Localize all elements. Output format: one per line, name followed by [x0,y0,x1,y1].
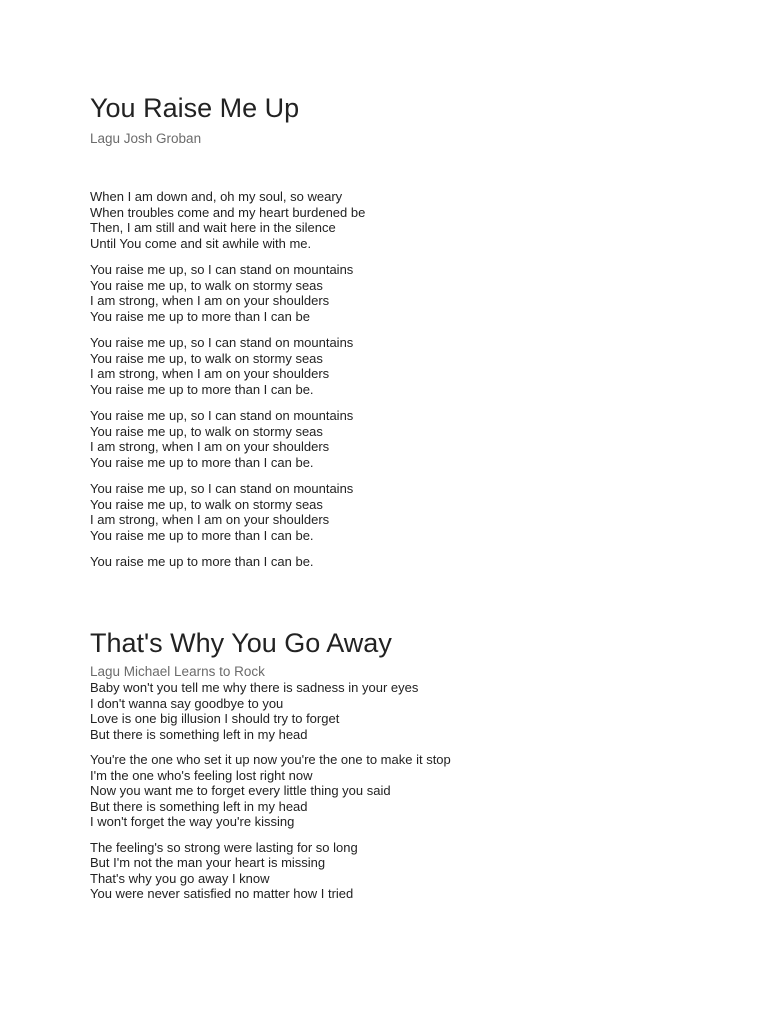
lyric-line: You raise me up to more than I can be. [90,554,314,569]
lyric-line: Baby won't you tell me why there is sadness in your eyes [90,680,419,695]
stanza [90,262,730,324]
lyric-line: You raise me up, so I can stand on mountains [90,408,354,423]
lyric-line: You raise me up, so I can stand on mountains [90,481,354,496]
lyric-line: The feeling's so strong were lasting for so long [90,839,358,855]
lyric-line: You raise me up, to walk on stormy seas [90,496,323,512]
lyric-line: You raise me up to more than I can be. [90,381,314,397]
lyric-line: I am strong, when I am on your shoulders [90,439,330,454]
lyric-line: You raise me up, so I can stand on mountains [90,262,354,277]
lyric-line: I am strong, when I am on your shoulders [90,293,330,308]
song-artist: Lagu Michael Learns to Rock [90,664,265,679]
lyric-line: You were never satisfied no matter how I tried [90,886,354,901]
lyric-line: That's why you go away I know [90,870,270,886]
stanza [90,840,730,902]
stanza [90,189,730,251]
song-you-raise-me-up [90,92,730,570]
stanza [90,752,730,830]
song-title: That's Why You Go Away [90,628,392,658]
stanza [90,335,730,397]
lyric-line: I am strong, when I am on your shoulders [90,512,330,527]
lyric-line: But I'm not the man your heart is missing [90,855,326,870]
stanza [90,680,730,742]
lyric-line: You raise me up, to walk on stormy seas [90,423,323,439]
stanza [90,481,730,543]
lyrics [90,680,730,902]
lyrics [90,189,730,570]
lyric-line: Now you want me to forget every little thing you said [90,783,391,798]
stanza [90,554,730,570]
lyric-line: Until You come and sit awhile with me. [90,235,312,251]
lyric-line: You're the one who set it up now you're the one to make it stop [90,752,451,767]
song-thats-why-you-go-away [90,627,730,902]
song-title: You Raise Me Up [90,93,300,123]
lyric-line: You raise me up to more than I can be [90,308,310,324]
lyric-line: But there is something left in my head [90,798,308,814]
lyric-line: You raise me up, to walk on stormy seas [90,277,323,293]
lyric-line: You raise me up to more than I can be. [90,454,314,470]
lyric-line: You raise me up, so I can stand on mountains [90,335,354,350]
lyric-line: I won't forget the way you're kissing [90,814,295,829]
stanza [90,408,730,470]
song-artist: Lagu Josh Groban [90,131,202,146]
lyric-line: I'm the one who's feeling lost right now [90,767,313,783]
lyric-line: Love is one big illusion I should try to forget [90,711,340,726]
lyric-line: When troubles come and my heart burdened be [90,204,366,220]
lyric-line: I am strong, when I am on your shoulders [90,366,330,381]
lyric-line: You raise me up to more than I can be. [90,527,314,543]
lyric-line: Then, I am still and wait here in the silence [90,220,336,235]
lyric-line: I don't wanna say goodbye to you [90,695,284,711]
lyric-line: You raise me up, to walk on stormy seas [90,350,323,366]
lyric-line: When I am down and, oh my soul, so weary [90,189,343,204]
lyric-line: But there is something left in my head [90,726,308,742]
